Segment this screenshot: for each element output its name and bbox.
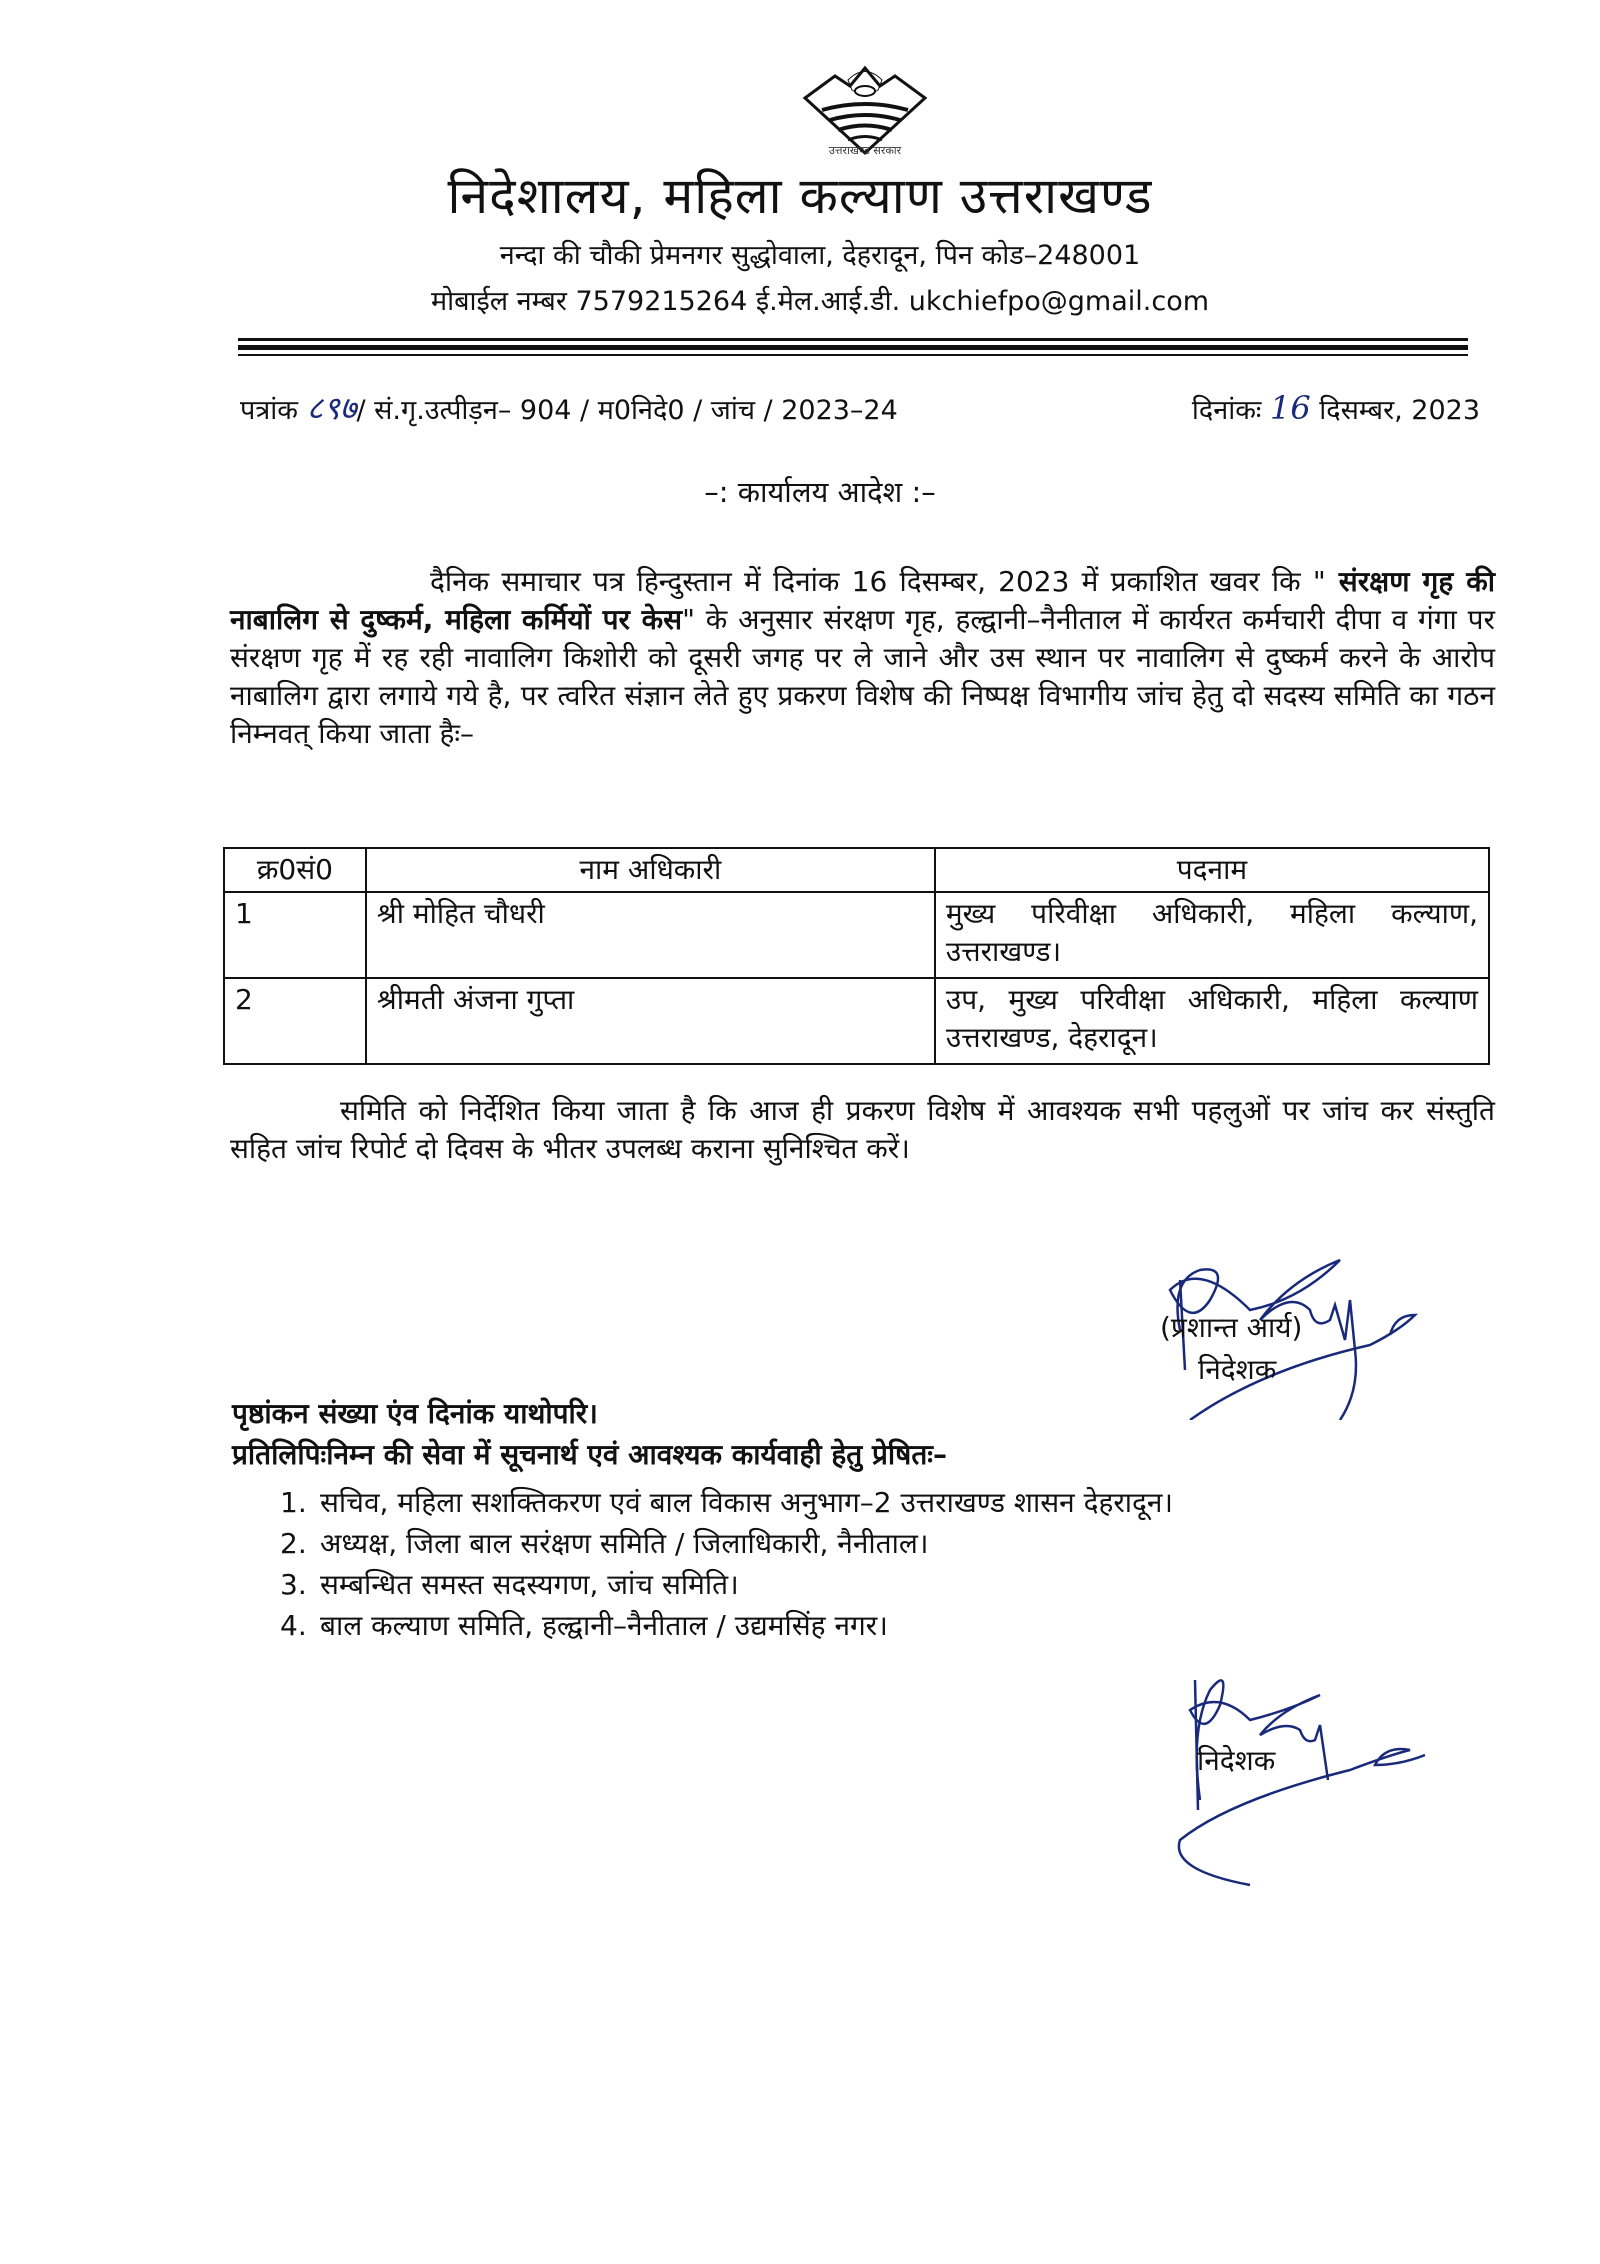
news-headline: संरक्षण गृह की नाबालिग से दुष्कर्म, महिला कर्मियों पर केस — [230, 565, 1495, 636]
letter-date — [1192, 388, 1480, 431]
item-text: बाल कल्याण समिति, हल्द्वानी–नैनीताल / उद्यमसिंह नगर। — [320, 1609, 888, 1642]
designation-cell: उप, मुख्य परिवीक्षा अधिकारी, महिला कल्याण उत्तराखण्ड, देहरादून। — [935, 978, 1489, 1064]
signatory-title: निदेशक — [1198, 1353, 1277, 1386]
officer-name-cell: श्री मोहित चौधरी — [366, 892, 935, 978]
item-text: सचिव, महिला सशक्तिकरण एवं बाल विकास अनुभाग–2 उत्तराखण्ड शासन देहरादून। — [320, 1486, 1174, 1519]
order-heading: –: कार्यालय आदेश :– — [704, 475, 936, 509]
letterhead-divider — [238, 354, 1468, 356]
endorsement-signatory-title: निदेशक — [1197, 1744, 1276, 1777]
designation-cell: मुख्य परिवीक्षा अधिकारी, महिला कल्याण, उत्तराखण्ड। — [935, 892, 1489, 978]
table-header-row — [224, 848, 1489, 892]
serial-cell: 1 — [224, 892, 366, 978]
signatory-name: (प्रशान्त आर्य) — [1160, 1311, 1303, 1344]
reference-code: / सं.गृ.उत्पीड़न– 904 / म0निदे0 / जांच / 2023–24 — [356, 395, 898, 426]
date-month-year: दिसम्बर, 2023 — [1319, 395, 1480, 426]
paragraph-text: दैनिक समाचार पत्र हिन्दुस्तान में दिनांक 16 दिसम्बर, 2023 में प्रकाशित खवर कि " — [430, 565, 1326, 598]
office-title: निदेशालय, महिला कल्याण उत्तराखण्ड — [447, 167, 1153, 225]
recipient-list — [280, 1482, 1173, 1646]
item-text: अध्यक्ष, जिला बाल सरंक्षण समिति / जिलाधिकारी, नैनीताल। — [320, 1527, 929, 1560]
item-number: 1. — [280, 1486, 307, 1519]
reference-line — [240, 388, 1480, 431]
handwritten-day: 16 — [1269, 389, 1311, 427]
office-address: नन्दा की चौकी प्रेमनगर सुद्धोवाला, देहरादून, पिन कोड–248001 — [499, 240, 1141, 271]
email-label: ई.मेल.आई.डी. — [755, 286, 901, 317]
order-paragraph-1 — [230, 563, 1495, 753]
mobile-label: मोबाईल नम्बर — [430, 286, 567, 317]
committee-members-table — [223, 847, 1490, 1065]
column-header-designation: पदनाम — [935, 848, 1489, 892]
copy-to-heading: प्रतिलिपिःनिम्न की सेवा में सूचनार्थ एवं आवश्यक कार्यवाही हेतु प्रेषितः– — [232, 1438, 947, 1471]
handwritten-letter-number: ८९७ — [306, 389, 357, 427]
item-number: 4. — [280, 1609, 307, 1642]
list-item — [280, 1482, 1173, 1523]
order-paragraph-2: समिति को निर्देशित किया जाता है कि आज ही प्रकरण विशेष में आवश्यक सभी पहलुओं पर जांच कर संस्तुति सहित जांच रिपोर्ट दो दिवस के भीतर उपलब्ध कराना सुनिश्चित करें। — [230, 1094, 1495, 1165]
table-row — [224, 892, 1489, 978]
endorsement-reference: पृष्ठांकन संख्या एंव दिनांक याथोपरि। — [232, 1397, 598, 1430]
paragraph-text: " के अनुसार संरक्षण गृह, हल्द्वानी–नैनीताल में कार्यरत कर्मचारी दीपा व गंगा पर संरक्षण गृह में रह रही नावालिग किशोरी को दूसरी जगह पर ले जाने और उस स्थान पर नावालिग से दुष्कर्म करने के आरोप नाबालिग द्वारा लगाये गये है, पर त्वरित संज्ञान लेते हुए प्रकरण विशेष की निष्पक्ष विभागीय जांच हेतु दो सदस्य समिति का गठन निम्नवत् किया जाता हैः– — [230, 603, 1495, 750]
column-header-serial: क्र0सं0 — [224, 848, 366, 892]
mobile-number: 7579215264 — [575, 286, 748, 317]
emblem-caption: उत्तराखण्ड सरकार — [828, 144, 902, 157]
date-label: दिनांकः — [1191, 395, 1262, 426]
officer-name-cell: श्रीमती अंजना गुप्ता — [366, 978, 935, 1064]
list-item — [280, 1523, 1173, 1564]
item-text: सम्बन्धित समस्त सदस्यगण, जांच समिति। — [320, 1568, 739, 1601]
list-item — [280, 1564, 1173, 1605]
table-row — [224, 978, 1489, 1064]
letterhead-divider — [238, 345, 1468, 350]
item-number: 2. — [280, 1527, 307, 1560]
item-number: 3. — [280, 1568, 307, 1601]
signature-icon — [1150, 1660, 1450, 1890]
office-contact — [0, 284, 1600, 320]
reference-label: पत्रांक — [240, 395, 298, 426]
email-address: ukchiefpo@gmail.com — [908, 286, 1210, 317]
letterhead-divider — [238, 338, 1468, 341]
list-item — [280, 1605, 1173, 1646]
serial-cell: 2 — [224, 978, 366, 1064]
column-header-officer-name: नाम अधिकारी — [366, 848, 935, 892]
